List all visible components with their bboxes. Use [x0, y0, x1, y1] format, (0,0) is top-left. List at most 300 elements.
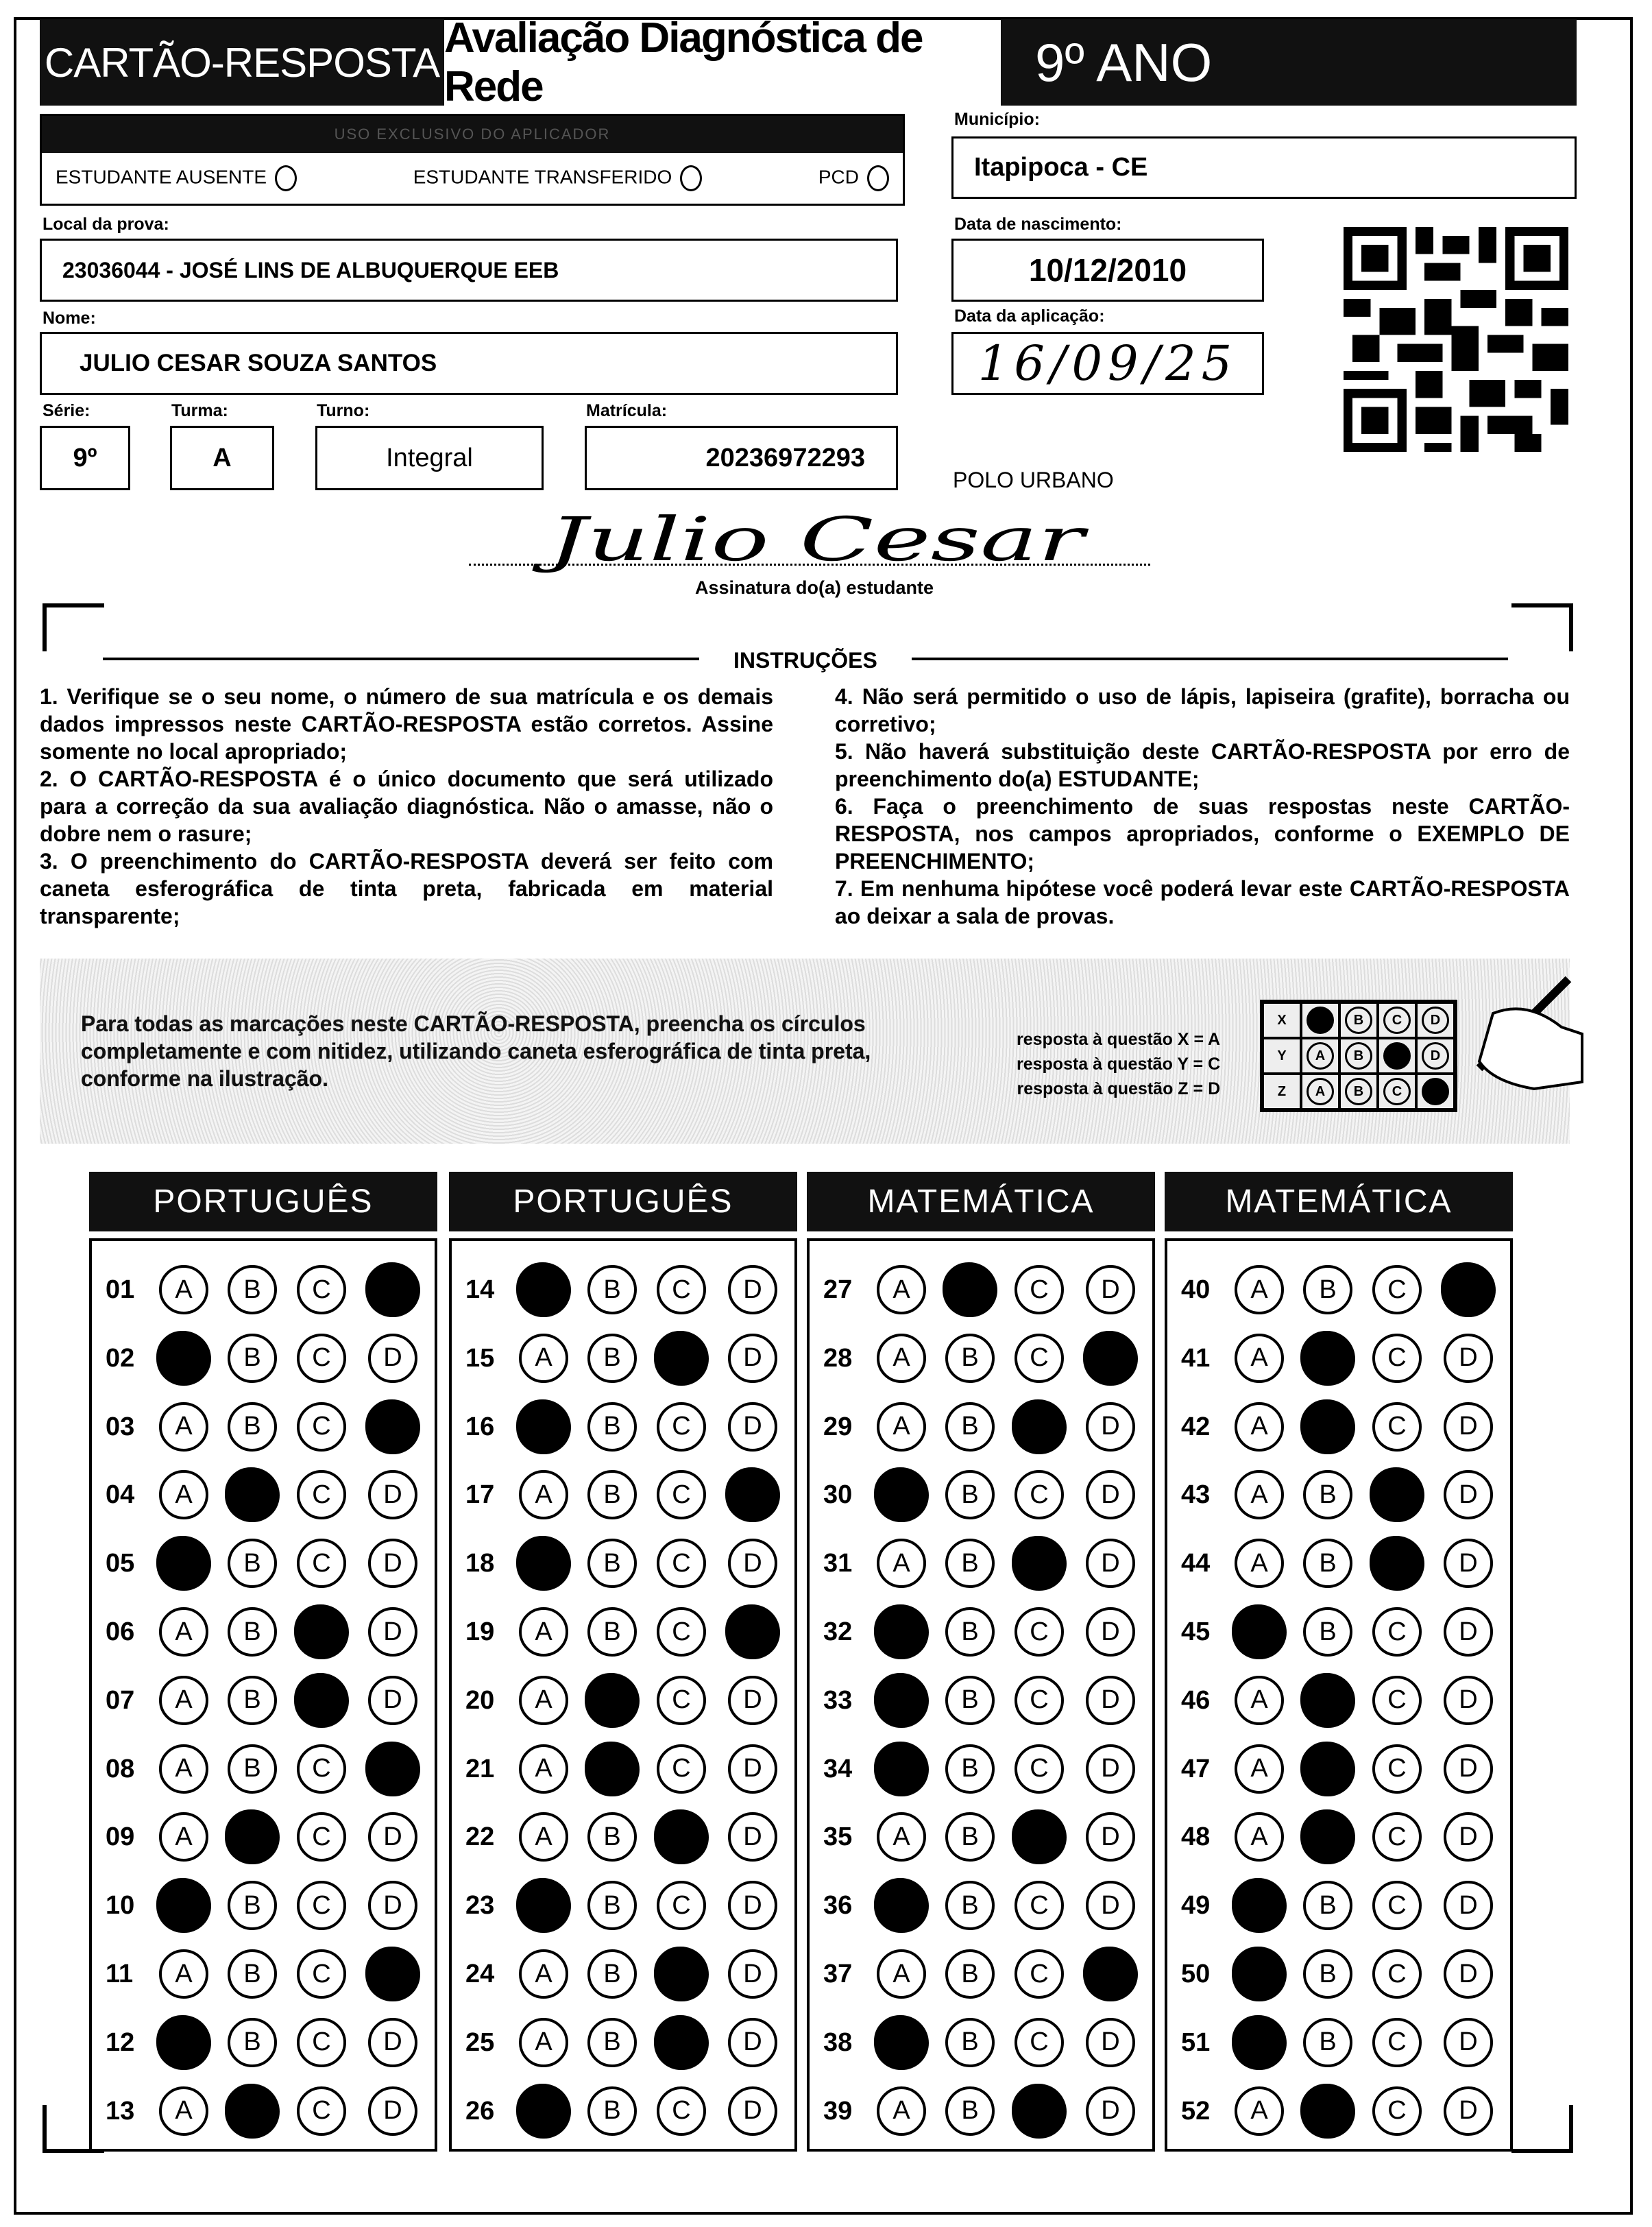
bubble-b[interactable]: B	[945, 1676, 995, 1725]
question-number: 10	[106, 1891, 135, 1921]
bubble-b[interactable]: B	[228, 2018, 277, 2067]
example-bubble	[1383, 1042, 1411, 1070]
bubble-filled-a[interactable]	[1232, 1947, 1287, 2001]
bubble-filled-a[interactable]	[156, 2015, 211, 2070]
bubble[interactable]	[275, 165, 297, 191]
bubble-c[interactable]: C	[657, 1470, 706, 1519]
bubble-b[interactable]: B	[587, 1949, 637, 1999]
example-bubble: A	[1307, 1042, 1334, 1070]
bubble-d[interactable]: D	[1086, 1812, 1135, 1862]
bubble-d[interactable]: D	[368, 1539, 417, 1588]
bubble-c[interactable]: C	[1372, 2018, 1422, 2067]
question-number: 30	[823, 1480, 853, 1510]
bubble-filled-c[interactable]	[1012, 1809, 1067, 1864]
bubble-a[interactable]: A	[1235, 1265, 1284, 1314]
bubble-b[interactable]: B	[945, 1949, 995, 1999]
bubble-filled-a[interactable]	[516, 1878, 571, 1933]
card-title: CARTÃO-RESPOSTA	[40, 19, 444, 106]
bubble-c[interactable]: C	[297, 1334, 346, 1383]
bubble-filled-d[interactable]	[1083, 1331, 1138, 1386]
question-row	[92, 1535, 435, 1590]
bubble-c[interactable]: C	[1015, 1334, 1064, 1383]
bubble-d[interactable]: D	[728, 1949, 777, 1999]
serie-label: Série:	[42, 401, 90, 420]
bubble-filled-b[interactable]	[225, 1809, 280, 1864]
bubble-b[interactable]: B	[587, 1812, 637, 1862]
bubble-c[interactable]: C	[1372, 1402, 1422, 1452]
bubble-filled-d[interactable]	[365, 1947, 420, 2001]
bubble-a[interactable]: A	[519, 2018, 568, 2067]
question-number: 47	[1181, 1754, 1211, 1783]
bubble-b[interactable]: B	[945, 1334, 995, 1383]
corner-mark	[1511, 2105, 1573, 2153]
bubble-filled-c[interactable]	[1370, 1467, 1424, 1522]
example-cell	[1301, 1074, 1339, 1109]
bubble-a[interactable]: A	[877, 1265, 926, 1314]
bubble-d[interactable]: D	[1086, 1744, 1135, 1794]
bubble-filled-d[interactable]	[1441, 1262, 1496, 1317]
bubble-c[interactable]: C	[1015, 1949, 1064, 1999]
bubble-c[interactable]: C	[297, 1402, 346, 1452]
bubble-b[interactable]: B	[1303, 1539, 1352, 1588]
bubble-d[interactable]: D	[1086, 1607, 1135, 1657]
question-row	[452, 1604, 794, 1659]
question-number: 38	[823, 2027, 853, 2057]
question-number: 19	[465, 1617, 495, 1646]
bubble-d[interactable]: D	[728, 1812, 777, 1862]
bubble-c[interactable]: C	[297, 1539, 346, 1588]
bubble-c[interactable]: C	[657, 2086, 706, 2136]
turno-label: Turno:	[317, 401, 370, 420]
bubble-c[interactable]: C	[1015, 1881, 1064, 1930]
bubble-a[interactable]: A	[1235, 1539, 1284, 1588]
option-pcd[interactable]	[818, 165, 889, 191]
bubble-c[interactable]: C	[657, 1265, 706, 1314]
bubble-d[interactable]: D	[1086, 1676, 1135, 1725]
bubble-b[interactable]: B	[228, 1744, 277, 1794]
bubble-b[interactable]: B	[587, 1334, 637, 1383]
question-row	[92, 1741, 435, 1796]
question-number: 15	[465, 1343, 495, 1373]
bubble-filled-a[interactable]	[874, 2015, 929, 2070]
municipio-field: Itapipoca - CE	[951, 136, 1577, 199]
bubble-filled-b[interactable]	[1300, 2084, 1355, 2139]
question-row	[92, 1262, 435, 1316]
bubble-c[interactable]: C	[1015, 1265, 1064, 1314]
corner-mark	[1511, 603, 1573, 651]
bubble-b[interactable]: B	[587, 1402, 637, 1452]
bubble-filled-a[interactable]	[516, 1536, 571, 1591]
bubble-a[interactable]: A	[1235, 1334, 1284, 1383]
question-number: 46	[1181, 1685, 1211, 1715]
bubble-c[interactable]: C	[1372, 1881, 1422, 1930]
question-number: 36	[823, 1891, 853, 1921]
bubble-b[interactable]: B	[945, 1812, 995, 1862]
example-bubble: A	[1307, 1078, 1334, 1105]
bubble-d[interactable]: D	[368, 1334, 417, 1383]
example-cell	[1416, 1074, 1455, 1109]
bubble-a[interactable]: A	[877, 1949, 926, 1999]
bubble-d[interactable]: D	[1444, 1539, 1493, 1588]
bubble-filled-b[interactable]	[1300, 1399, 1355, 1454]
signature-line	[469, 564, 1150, 566]
bubble-filled-d[interactable]	[365, 1262, 420, 1317]
bubble-b[interactable]: B	[587, 1881, 637, 1930]
grade-title: 9º ANO	[1001, 19, 1577, 106]
bubble-a[interactable]: A	[1235, 2086, 1284, 2136]
bubble-filled-c[interactable]	[294, 1673, 349, 1728]
example-bubble: D	[1422, 1007, 1449, 1034]
bubble-a[interactable]: A	[519, 1744, 568, 1794]
question-number: 11	[106, 1960, 134, 1988]
bubble-b[interactable]: B	[228, 1539, 277, 1588]
bubble-d[interactable]: D	[728, 1676, 777, 1725]
bubble-filled-d[interactable]	[365, 1399, 420, 1454]
qr-code-icon	[1342, 227, 1570, 452]
bubble-d[interactable]: D	[1444, 1881, 1493, 1930]
bubble-c[interactable]: C	[657, 1539, 706, 1588]
option-label: ESTUDANTE AUSENTE	[56, 166, 267, 188]
bubble-c[interactable]: C	[297, 2086, 346, 2136]
bubble-b[interactable]: B	[945, 1607, 995, 1657]
question-number: 03	[106, 1412, 135, 1441]
bubble-d[interactable]: D	[1444, 1949, 1493, 1999]
question-row	[452, 1262, 794, 1316]
bubble-b[interactable]: B	[228, 1949, 277, 1999]
bubble-b[interactable]: B	[587, 1607, 637, 1657]
bubble-b[interactable]: B	[1303, 1607, 1352, 1657]
bubble-b[interactable]: B	[587, 2086, 637, 2136]
bubble-filled-d[interactable]	[1083, 1947, 1138, 2001]
instructions-title: INSTRUÇÕES	[733, 648, 877, 673]
example-grid	[1260, 1000, 1457, 1112]
question-number: 16	[465, 1412, 495, 1441]
bubble-filled-b[interactable]	[225, 1467, 280, 1522]
bubble-d[interactable]: D	[368, 1812, 417, 1862]
bubble-filled-c[interactable]	[294, 1604, 349, 1659]
example-cell	[1301, 1038, 1339, 1074]
bubble-d[interactable]: D	[728, 1265, 777, 1314]
question-number: 51	[1181, 2027, 1211, 2057]
bubble-filled-a[interactable]	[874, 1604, 929, 1659]
bubble-filled-a[interactable]	[156, 1331, 211, 1386]
bubble-a[interactable]: A	[1235, 1812, 1284, 1862]
question-number: 42	[1181, 1412, 1211, 1441]
bubble-d[interactable]: D	[1086, 1539, 1135, 1588]
question-number: 06	[106, 1617, 135, 1646]
bubble-filled-d[interactable]	[725, 1604, 780, 1659]
bubble-a[interactable]: A	[877, 2086, 926, 2136]
bubble-filled-b[interactable]	[585, 1742, 640, 1796]
question-row	[452, 2083, 794, 2138]
bubble-d[interactable]: D	[1086, 2086, 1135, 2136]
bubble-d[interactable]: D	[1444, 1744, 1493, 1794]
bubble-c[interactable]: C	[297, 2018, 346, 2067]
bubble-filled-a[interactable]	[874, 1673, 929, 1728]
bubble-a[interactable]: A	[519, 1812, 568, 1862]
bubble-c[interactable]: C	[657, 1744, 706, 1794]
bubble-filled-b[interactable]	[1300, 1331, 1355, 1386]
question-number: 35	[823, 1822, 853, 1852]
example-cell	[1339, 1038, 1378, 1074]
bubble-d[interactable]: D	[728, 1334, 777, 1383]
bubble-d[interactable]: D	[1086, 2018, 1135, 2067]
turno-field: Integral	[315, 426, 544, 490]
question-number: 28	[823, 1343, 853, 1373]
name-label: Nome:	[42, 309, 96, 328]
bubble-c[interactable]: C	[1015, 1607, 1064, 1657]
bubble-d[interactable]: D	[1444, 2018, 1493, 2067]
bubble-b[interactable]: B	[945, 2018, 995, 2067]
bubble-c[interactable]: C	[297, 1744, 346, 1794]
bubble-c[interactable]: C	[1372, 1676, 1422, 1725]
bubble-a[interactable]: A	[159, 1812, 208, 1862]
question-number: 29	[823, 1412, 853, 1441]
bubble-filled-b[interactable]	[585, 1673, 640, 1728]
bubble-d[interactable]: D	[1086, 1881, 1135, 1930]
bubble-d[interactable]: D	[1444, 1334, 1493, 1383]
bubble-d[interactable]: D	[728, 1744, 777, 1794]
bubble-a[interactable]: A	[159, 1265, 208, 1314]
bubble-c[interactable]: C	[1372, 1744, 1422, 1794]
answer-column	[807, 1238, 1155, 2152]
bubble-c[interactable]: C	[657, 1676, 706, 1725]
bubble-a[interactable]: A	[1235, 1744, 1284, 1794]
question-number: 25	[465, 2027, 495, 2057]
question-number: 41	[1181, 1343, 1211, 1373]
bubble[interactable]	[680, 165, 702, 191]
bubble-c[interactable]: C	[657, 1607, 706, 1657]
bubble-d[interactable]: D	[1086, 1402, 1135, 1452]
bubble-d[interactable]: D	[368, 1470, 417, 1519]
question-row	[452, 2014, 794, 2069]
bubble-d[interactable]: D	[368, 1676, 417, 1725]
bubble-a[interactable]: A	[159, 1607, 208, 1657]
bubble-b[interactable]: B	[228, 1334, 277, 1383]
question-row	[1167, 1262, 1510, 1316]
bubble-c[interactable]: C	[1372, 1334, 1422, 1383]
bubble-b[interactable]: B	[945, 2086, 995, 2136]
option-absent[interactable]	[56, 165, 297, 191]
question-row	[1167, 1809, 1510, 1864]
bubble-c[interactable]: C	[297, 1265, 346, 1314]
bubble-b[interactable]: B	[1303, 2018, 1352, 2067]
bubble-filled-a[interactable]	[516, 1399, 571, 1454]
bubble-c[interactable]: C	[297, 1949, 346, 1999]
bubble-b[interactable]: B	[1303, 1949, 1352, 1999]
bubble-a[interactable]: A	[1235, 1470, 1284, 1519]
applicator-box	[40, 114, 905, 206]
bubble-c[interactable]: C	[1015, 1470, 1064, 1519]
bubble-filled-d[interactable]	[365, 1742, 420, 1796]
bubble-filled-a[interactable]	[1232, 1604, 1287, 1659]
question-number: 31	[823, 1549, 853, 1578]
bubble-a[interactable]: A	[877, 1539, 926, 1588]
example-bubble: C	[1383, 1007, 1411, 1034]
bubble-filled-c[interactable]	[1012, 1536, 1067, 1591]
bubble-filled-b[interactable]	[1300, 1809, 1355, 1864]
bubble-filled-c[interactable]	[1370, 1536, 1424, 1591]
bubble-b[interactable]: B	[228, 1265, 277, 1314]
bubble-c[interactable]: C	[1015, 2018, 1064, 2067]
applicator-band: USO EXCLUSIVO DO APLICADOR	[42, 116, 903, 153]
bubble-filled-a[interactable]	[156, 1878, 211, 1933]
bubble-c[interactable]: C	[1372, 1812, 1422, 1862]
legend-line: resposta à questão Z = D	[1017, 1079, 1221, 1098]
question-number: 12	[106, 2027, 135, 2057]
bubble-b[interactable]: B	[1303, 1265, 1352, 1314]
instruction-item: 4. Não será permitido o uso de lápis, lapiseira (grafite), borracha ou corretivo;	[835, 684, 1570, 736]
example-bubble: C	[1383, 1078, 1411, 1105]
bubble-d[interactable]: D	[368, 1607, 417, 1657]
instruction-item: 6. Faça o preenchimento de suas respostas neste CARTÃO-RESPOSTA, nos campos apropriados, conforme o EXEMPLO DE PREENCHIMENTO;	[835, 794, 1570, 874]
bubble-filled-a[interactable]	[156, 1536, 211, 1591]
bubble-filled-c[interactable]	[1012, 1399, 1067, 1454]
bubble-b[interactable]: B	[1303, 1470, 1352, 1519]
question-number: 34	[823, 1754, 853, 1783]
bubble-filled-a[interactable]	[1232, 2015, 1287, 2070]
question-number: 32	[823, 1617, 853, 1646]
option-transferred[interactable]	[413, 165, 703, 191]
bubble-filled-c[interactable]	[654, 2015, 709, 2070]
bubble-b[interactable]: B	[228, 1676, 277, 1725]
bubble-b[interactable]: B	[945, 1470, 995, 1519]
bubble-d[interactable]: D	[728, 2018, 777, 2067]
question-row	[810, 1330, 1152, 1385]
divider	[103, 658, 699, 660]
bubble-filled-a[interactable]	[874, 1467, 929, 1522]
question-row	[810, 1809, 1152, 1864]
question-row	[810, 1672, 1152, 1727]
bubble-a[interactable]: A	[159, 1744, 208, 1794]
bubble-filled-d[interactable]	[725, 1467, 780, 1522]
bubble-a[interactable]: A	[159, 1470, 208, 1519]
bubble-b[interactable]: B	[587, 2018, 637, 2067]
bubble-d[interactable]: D	[728, 1402, 777, 1452]
question-number: 09	[106, 1822, 135, 1852]
bubble-b[interactable]: B	[945, 1744, 995, 1794]
bubble-b[interactable]: B	[587, 1470, 637, 1519]
bubble-filled-c[interactable]	[1012, 2084, 1067, 2139]
bubble-b[interactable]: B	[228, 1881, 277, 1930]
bubble-c[interactable]: C	[297, 1470, 346, 1519]
bubble-filled-c[interactable]	[654, 1809, 709, 1864]
bubble-a[interactable]: A	[877, 1402, 926, 1452]
bubble-filled-b[interactable]	[943, 1262, 997, 1317]
bubble-a[interactable]: A	[1235, 1402, 1284, 1452]
example-bubble: B	[1345, 1007, 1372, 1034]
question-row	[810, 1399, 1152, 1454]
bubble-a[interactable]: A	[877, 1334, 926, 1383]
example-row	[1263, 1002, 1455, 1038]
bubble-a[interactable]: A	[519, 1334, 568, 1383]
bubble-c[interactable]: C	[657, 1881, 706, 1930]
bubble-b[interactable]: B	[228, 1402, 277, 1452]
bubble-a[interactable]: A	[159, 1949, 208, 1999]
bubble-d[interactable]: D	[1444, 1402, 1493, 1452]
bubble-c[interactable]: C	[657, 1402, 706, 1452]
bubble-c[interactable]: C	[297, 1812, 346, 1862]
bubble-d[interactable]: D	[728, 1539, 777, 1588]
bubble-c[interactable]: C	[1015, 1744, 1064, 1794]
bubble-b[interactable]: B	[1303, 1881, 1352, 1930]
bubble-filled-a[interactable]	[516, 2084, 571, 2139]
question-row	[810, 1946, 1152, 2001]
bubble-filled-a[interactable]	[516, 1262, 571, 1317]
bubble-a[interactable]: A	[519, 1949, 568, 1999]
question-row	[1167, 1741, 1510, 1796]
question-row	[92, 1946, 435, 2001]
bubble-filled-c[interactable]	[654, 1947, 709, 2001]
question-number: 50	[1181, 1960, 1211, 1988]
bubble-filled-a[interactable]	[874, 1742, 929, 1796]
bubble-filled-b[interactable]	[1300, 1673, 1355, 1728]
bubble-b[interactable]: B	[945, 1402, 995, 1452]
bubble-c[interactable]: C	[1015, 1676, 1064, 1725]
bubble-a[interactable]: A	[519, 1607, 568, 1657]
bubble-b[interactable]: B	[945, 1539, 995, 1588]
bubble-a[interactable]: A	[159, 1402, 208, 1452]
bubble-filled-a[interactable]	[1232, 1878, 1287, 1933]
bubble-a[interactable]: A	[519, 1470, 568, 1519]
example-text: Para todas as marcações neste CARTÃO-RESPOSTA, preencha os círculos completamente e com nitidez, utilizando caneta esferográfica de tinta preta, conforme na ilustração.	[81, 1011, 871, 1091]
bubble-c[interactable]: C	[1372, 1265, 1422, 1314]
bubble-a[interactable]: A	[159, 1676, 208, 1725]
bubble[interactable]	[867, 165, 889, 191]
bubble-a[interactable]: A	[877, 1812, 926, 1862]
bubble-filled-b[interactable]	[225, 2084, 280, 2139]
matricula-label: Matrícula:	[586, 401, 668, 420]
question-row	[810, 1741, 1152, 1796]
question-number: 02	[106, 1343, 135, 1373]
bubble-a[interactable]: A	[519, 1676, 568, 1725]
option-label: ESTUDANTE TRANSFERIDO	[413, 166, 672, 188]
bubble-c[interactable]: C	[1372, 1949, 1422, 1999]
bubble-filled-a[interactable]	[874, 1878, 929, 1933]
bubble-d[interactable]: D	[728, 2086, 777, 2136]
bubble-d[interactable]: D	[1444, 1607, 1493, 1657]
bubble-b[interactable]: B	[587, 1539, 637, 1588]
bubble-filled-c[interactable]	[654, 1331, 709, 1386]
question-row	[452, 1946, 794, 2001]
bubble-b[interactable]: B	[587, 1265, 637, 1314]
bubble-c[interactable]: C	[1372, 1607, 1422, 1657]
bubble-d[interactable]: D	[1086, 1265, 1135, 1314]
bubble-d[interactable]: D	[1444, 1470, 1493, 1519]
legend-line: resposta à questão X = A	[1017, 1030, 1221, 1049]
bubble-b[interactable]: B	[945, 1881, 995, 1930]
instruction-item: 3. O preenchimento do CARTÃO-RESPOSTA deverá ser feito com caneta esferográfica de tinta preta, fabricada em material transparente;	[40, 849, 773, 928]
bubble-filled-b[interactable]	[1300, 1742, 1355, 1796]
bubble-d[interactable]: D	[1444, 2086, 1493, 2136]
bubble-d[interactable]: D	[368, 1881, 417, 1930]
question-row	[810, 2014, 1152, 2069]
question-row	[452, 1809, 794, 1864]
question-number: 17	[465, 1480, 495, 1510]
bubble-d[interactable]: D	[1444, 1676, 1493, 1725]
bubble-d[interactable]: D	[1086, 1470, 1135, 1519]
bubble-a[interactable]: A	[1235, 1676, 1284, 1725]
bubble-c[interactable]: C	[1372, 2086, 1422, 2136]
bubble-a[interactable]: A	[159, 2086, 208, 2136]
bubble-d[interactable]: D	[368, 2018, 417, 2067]
bubble-d[interactable]: D	[1444, 1812, 1493, 1862]
bubble-b[interactable]: B	[228, 1607, 277, 1657]
bubble-c[interactable]: C	[297, 1881, 346, 1930]
bubble-d[interactable]: D	[728, 1881, 777, 1930]
option-label: PCD	[818, 166, 859, 188]
bubble-d[interactable]: D	[368, 2086, 417, 2136]
